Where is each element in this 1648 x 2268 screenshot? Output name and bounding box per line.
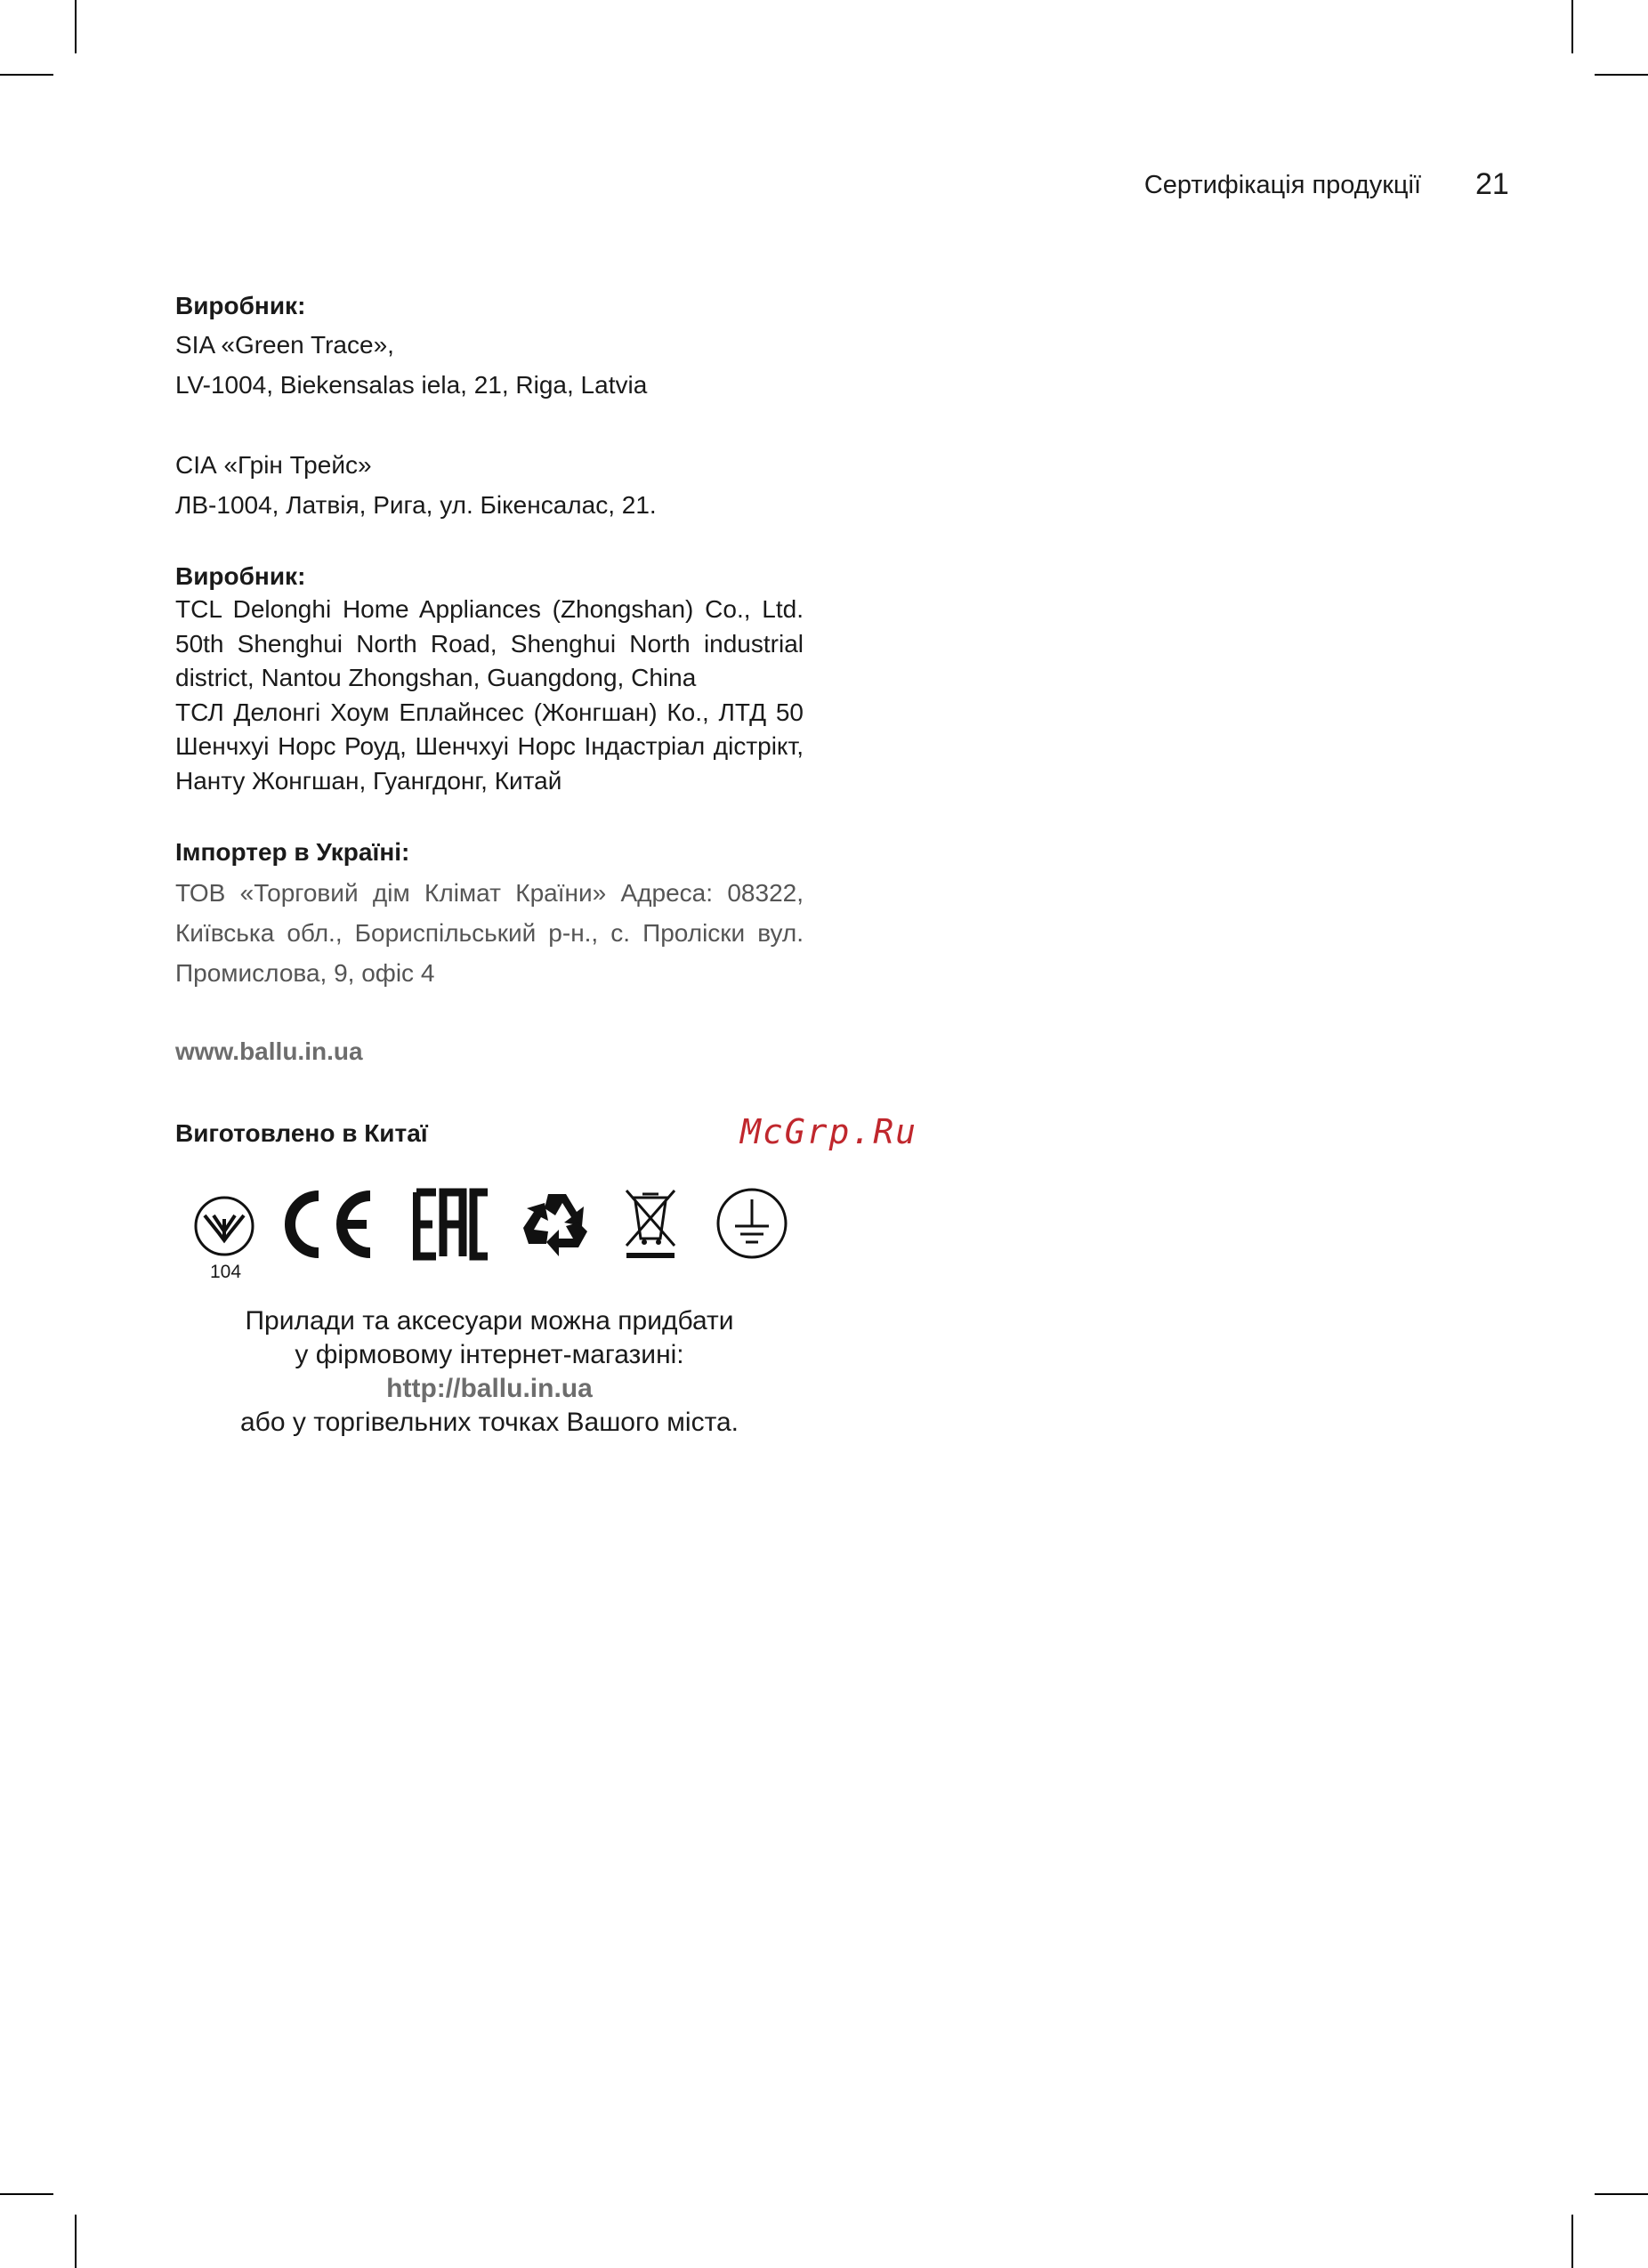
- crop-mark: [1571, 2215, 1573, 2268]
- crop-mark: [0, 2193, 53, 2195]
- recycling-icon: [520, 1185, 594, 1260]
- manufacturer-2-block: [175, 561, 804, 798]
- eac-mark-icon: [413, 1185, 489, 1263]
- ua-mark-number: 104: [210, 1262, 242, 1282]
- footer-line-3: або у торгівельних точках Вашого міста.: [239, 1408, 739, 1437]
- manufacturer-1-block: [175, 290, 804, 525]
- manufacturer-1-label: Виробник:: [175, 292, 306, 319]
- crop-mark: [1571, 0, 1573, 53]
- crop-mark: [75, 0, 77, 53]
- ua-conformity-mark-icon: [192, 1185, 256, 1256]
- manufacturer-1-line: SIA «Green Trace»,: [175, 331, 394, 359]
- importer-address: ТОВ «Торговий дім Клімат Країни» Адреса: 08322, Київська обл., Бориспільський р-н., с. Пролiски вул. Промислова, 9, офіс 4: [175, 879, 804, 987]
- manufacturer-1-line: СІА «Грін Трейс»: [175, 451, 372, 479]
- importer-label: Імпортер в Україні:: [175, 838, 410, 866]
- certification-icons-row: [192, 1185, 797, 1292]
- crop-mark: [0, 74, 53, 76]
- importer-block: [175, 836, 804, 993]
- made-in-label: Виготовлено в Китаї: [175, 1119, 428, 1147]
- protective-earth-icon: [714, 1185, 790, 1262]
- manufacturer-2-address-en: TCL Delonghi Home Appliances (Zhongshan) Co., Ltd. 50th Shenghui North Road, Shenghui North industrial district, Nantou Zhongshan, Guangdong, China: [175, 595, 804, 691]
- watermark: McGrp.Ru: [740, 1112, 918, 1151]
- manufacturer-2-address-ua: ТСЛ Делонгі Хоум Еплайнсес (Жонгшан) Ко., ЛТД 50 Шенчхуі Норс Роуд, Шенчхуі Норс Індастріал дістрікт, Нанту Жонгшан, Гуангдонг, Китай: [175, 698, 804, 795]
- footer-shop-link[interactable]: http://ballu.in.ua: [386, 1374, 593, 1403]
- manufacturer-1-line: ЛВ-1004, Латвія, Рига, ул. Бікенсалас, 21.: [175, 491, 657, 519]
- footer-line-2: у фірмовому інтернет-магазині:: [295, 1340, 684, 1369]
- weee-crossed-bin-icon: [619, 1185, 682, 1263]
- crop-mark: [1595, 2193, 1648, 2195]
- website-link[interactable]: www.ballu.in.ua: [175, 1037, 363, 1065]
- crop-mark: [75, 2215, 77, 2268]
- section-title: Сертифікація продукції: [1143, 171, 1421, 199]
- crop-mark: [1595, 74, 1648, 76]
- manufacturer-2-label: Виробник:: [175, 562, 306, 590]
- footer-line-1: Прилади та аксесуари можна придбати: [245, 1306, 734, 1336]
- ce-mark-icon: [278, 1185, 377, 1263]
- footer-note: [133, 1304, 845, 1440]
- page-number: 21: [1475, 167, 1509, 201]
- manufacturer-1-line: LV-1004, Biekensalas iela, 21, Riga, Latvia: [175, 371, 648, 399]
